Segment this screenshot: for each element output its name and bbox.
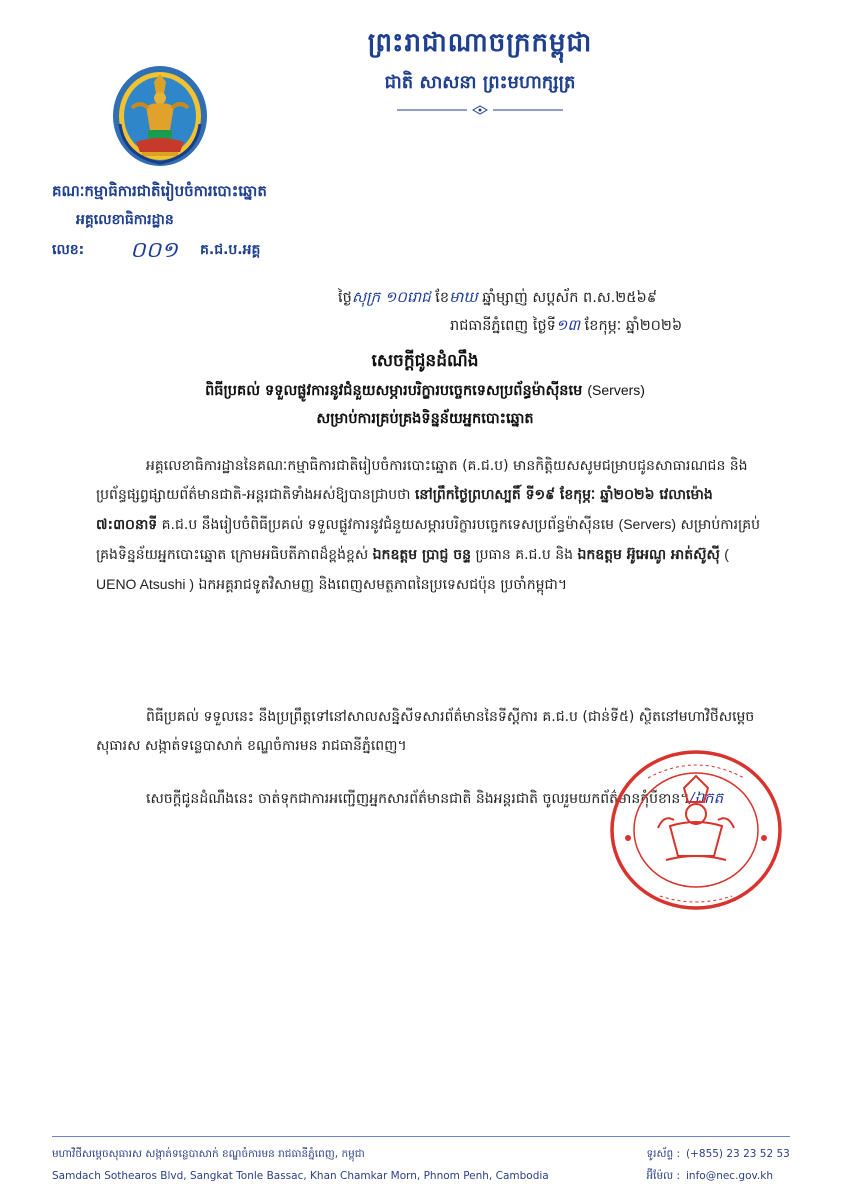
reference-label: លេខ:: [52, 242, 85, 258]
lunar-month-handwritten: មាឃ: [449, 288, 478, 306]
agency-name: គណៈកម្មាធិការជាតិរៀបចំការបោះឆ្នោត: [52, 182, 267, 200]
subtitle-latin: (Servers): [587, 382, 645, 398]
official-seal-stamp-icon: [608, 748, 784, 912]
footer-address-km: មហាវិថីសម្ដេចសុធារស សង្កាត់ទន្លេបាសាក់ ខណ្ឌចំការមន រាជធានីភ្នំពេញ, កម្ពុជា: [52, 1148, 365, 1160]
p1-presidency: សម្រាប់ការគ្រប់គ្រងទិន្នន័យអ្នកបោះឆ្នោត ក្រោមអធិបតីភាពដ៏ខ្ពង់ខ្ពស់: [96, 517, 760, 563]
lunar-date: [338, 288, 657, 310]
footer-divider: [52, 1136, 790, 1137]
p1-ambassador-name: ឯកឧត្តម អ៊ូអេណូ អាត់ស៊ូស៊ី: [577, 547, 720, 563]
reference-suffix: គ.ជ.ប.អគ្គ: [200, 242, 261, 258]
document-subtitle: [60, 382, 790, 403]
p3-text: សេចក្ដីជូនដំណឹងនេះ ចាត់ទុកជាការអញ្ជើញអ្នកសារព័ត៌មានជាតិ និងអន្តរជាតិ ចូលរួមយកព័ត៌មានកុំបីខាន។: [146, 791, 690, 807]
lunar-month-label: ខែ: [435, 290, 450, 306]
p1-servers-latin: (Servers): [618, 516, 677, 532]
reference-number-row: [52, 236, 312, 262]
p1-nec-president-name: ឯកឧត្តម ប្រាជ្ញ ចន្ទ: [372, 547, 472, 563]
p1-ambassador-title: ឯកអគ្គរាជទូតវិសាមញ្ញ និងពេញសមត្ថភាពនៃប្រទេសជប៉ុន ប្រចាំកម្ពុជា។: [198, 577, 568, 593]
email-address[interactable]: info@nec.gov.kh: [686, 1170, 773, 1182]
ornament-divider-icon: [395, 105, 565, 115]
email-label: អ៊ីម៉ែល :: [646, 1170, 680, 1182]
p1-ambassador-latin: ( UENO Atsushi ): [96, 546, 729, 592]
subtitle-text: ពិធីប្រគល់ ទទួលផ្លូវការនូវជំនួយសម្ភារបរិក្ខារបច្ចេកទេសប្រព័ន្ធម៉ាស៊ីនមេ: [205, 383, 583, 399]
solar-date-prefix: រាជធានីភ្នំពេញ ថ្ងៃទី: [450, 318, 556, 334]
nec-emblem-icon: [110, 64, 210, 170]
p3-handwritten-mark: /ឯកត: [689, 789, 724, 807]
paragraph-2: ពិធីប្រគល់ ទទួលនេះ នឹងប្រព្រឹត្តទៅនៅសាលសន្និសីទសារព័ត៌មាននៃទីស្ដីការ គ.ជ.ប (ជាន់ទី៥) ស្ថិតនៅមហាវិថីសម្ដេចសុធារស សង្កាត់ទន្លេបាសាក់ ខណ្ឌចំការមន រាជធានីភ្នំពេញ។: [96, 709, 755, 754]
p1-event-datetime: នៅព្រឹកថ្ងៃព្រហស្បតិ៍ ទី១៩ ខែកុម្ភៈ ឆ្នាំ២០២៦ វេលាម៉ោង ៧:៣០នាទី: [96, 487, 713, 533]
kingdom-motto: ជាតិ សាសនា ព្រះមហាក្សត្រ: [384, 72, 576, 93]
footer-address: [52, 1143, 549, 1187]
phone-label: ទូរស័ព្ទ :: [646, 1148, 680, 1160]
document-title: សេចក្ដីជូនដំណឹង: [371, 351, 479, 371]
p1-intro: អគ្គលេខាធិការដ្ឋាននៃគណៈកម្មាធិការជាតិរៀបចំការបោះឆ្នោត (គ.ជ.ប) មានកិត្តិយសសូមជម្រាបជូនសាធារណជន និងប្រព័ន្ធផ្សព្វផ្សាយព័ត៌មានជាតិ-អន្តរជាតិទាំងអស់ឱ្យបានជ្រាបថា: [96, 458, 748, 503]
document-subtitle-line2: សម្រាប់ការគ្រប់គ្រងទិន្នន័យអ្នកបោះឆ្នោត: [316, 411, 534, 427]
agency-department: អគ្គលេខាធិការដ្ឋាន: [76, 212, 174, 228]
footer-contact: [600, 1143, 820, 1187]
kingdom-title: ព្រះរាជាណាចក្រកម្ពុជា: [367, 28, 593, 58]
kingdom-header: [320, 26, 640, 119]
p1-president-title: ប្រធាន គ.ជ.ប និង: [475, 547, 573, 563]
paragraph-1: [96, 452, 760, 600]
lunar-day-handwritten: សុក្រ ១០រោជ: [351, 288, 431, 306]
agency-info: [52, 182, 267, 231]
solar-day-handwritten: ១៣: [555, 316, 581, 334]
p1-event-description: គ.ជ.ប នឹងរៀបចំពិធីប្រគល់ ទទួលផ្លូវការនូវជំនួយសម្ភារបរិក្ខារបច្ចេកទេសប្រព័ន្ធម៉ាស៊ីនមេ: [161, 517, 615, 533]
lunar-date-prefix: ថ្ងៃ: [338, 290, 352, 306]
solar-date-suffix: ខែកុម្ភៈ ឆ្នាំ២០២៦: [584, 318, 683, 334]
reference-number: ០០១: [130, 238, 178, 263]
lunar-date-suffix: ឆ្នាំម្សាញ់ សប្តស័ក ព.ស.២៥៦៩: [482, 290, 658, 306]
solar-date: [450, 316, 682, 338]
footer-address-en: Samdach Sothearos Blvd, Sangkat Tonle Bassac, Khan Chamkar Morn, Phnom Penh, Cambodia: [52, 1170, 549, 1182]
phone-number: (+855) 23 23 52 53: [686, 1148, 790, 1160]
